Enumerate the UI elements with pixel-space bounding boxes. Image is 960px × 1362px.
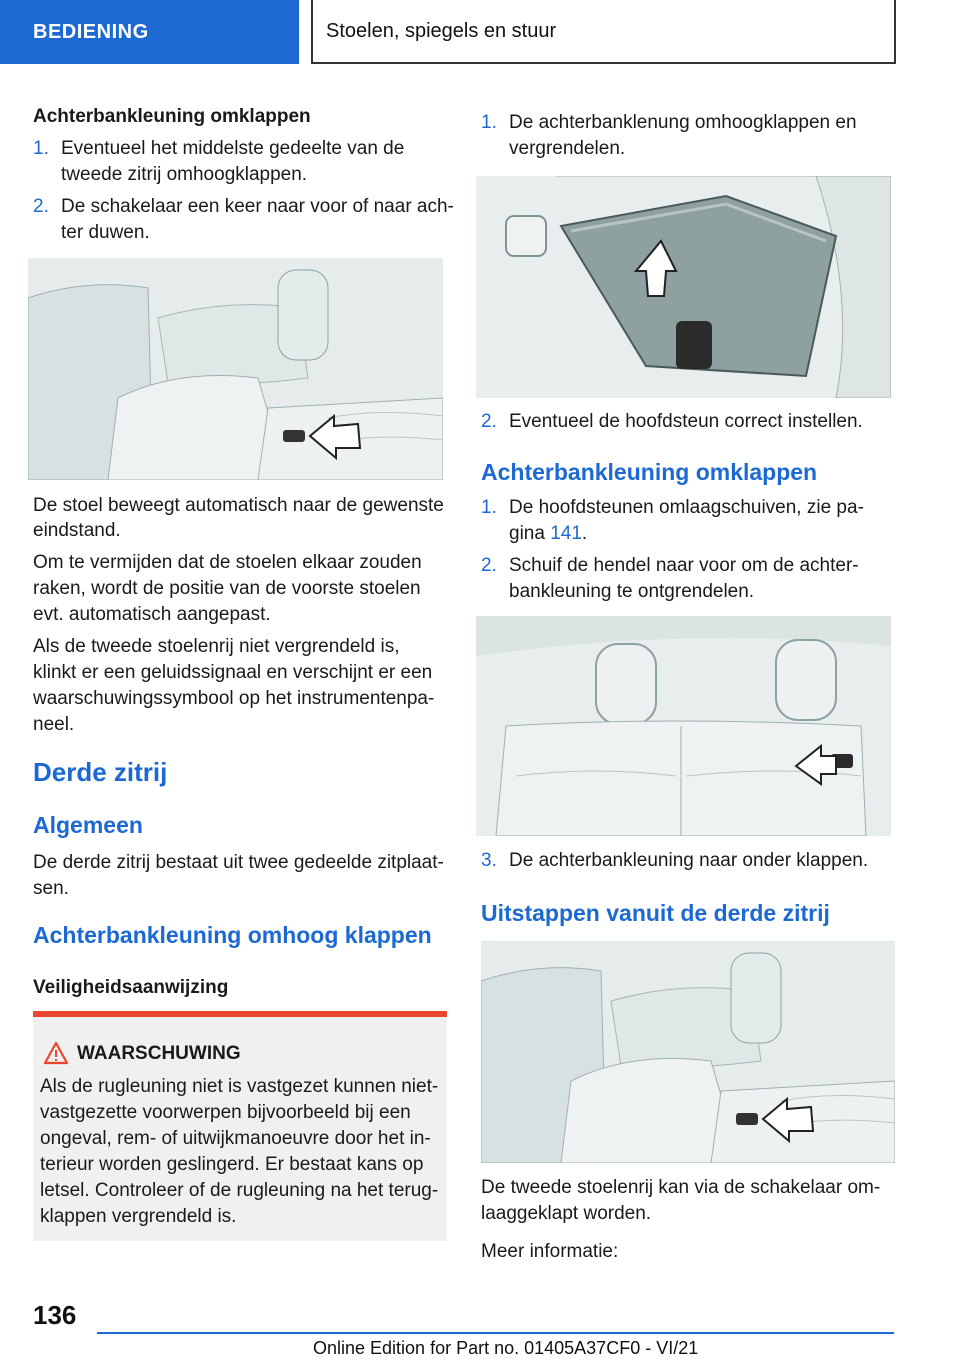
- step-text-line: bankleuning te ontgrendelen.: [509, 581, 755, 602]
- step-number: 2.: [481, 555, 497, 576]
- warning-title: WAARSCHUWING: [77, 1043, 241, 1064]
- warning-box: [33, 1011, 447, 1241]
- warning-line: letsel. Controleer of de rugleuning na het terug-: [40, 1180, 439, 1201]
- para-line: De derde zitrij bestaat uit twee gedeelde zitplaat-: [33, 852, 444, 873]
- step-text-line: Eventueel het middelste gedeelte van de: [61, 138, 405, 159]
- warning-line: ongeval, rem- of uitwijkmanoeuvre door het in-: [40, 1128, 431, 1149]
- heading-safety: Veiligheidsaanwijzing: [33, 977, 229, 998]
- text-suffix: .: [581, 523, 588, 544]
- heading-third-row: Derde zitrij: [33, 757, 168, 787]
- warning-line: terieur worden geslingerd. Er bestaat kans op: [40, 1154, 424, 1175]
- step-text-line: Schuif de hendel naar voor om de achter-: [509, 555, 859, 576]
- heading-backrest-fold: Achterbankleuning omklappen: [33, 106, 311, 127]
- text-prefix: gina: [509, 523, 551, 544]
- section-tab: [0, 0, 299, 64]
- para-line: evt. automatisch aangepast.: [33, 604, 271, 625]
- illustration-third-row: [476, 616, 891, 836]
- step-text-line: De schakelaar een keer naar voor of naar ach-: [61, 196, 454, 217]
- illustration-exit-switch: [481, 941, 895, 1163]
- warning-line: Als de rugleuning niet is vastgezet kunnen niet-: [40, 1076, 439, 1097]
- illustration-backrest-up: [476, 176, 891, 398]
- para-line: laaggeklapt worden.: [481, 1203, 652, 1224]
- warning-line: vastgezette voorwerpen bijvoorbeeld bij een: [40, 1102, 411, 1123]
- illustration-seat-switch: [28, 258, 443, 480]
- page-number: 136: [33, 1300, 77, 1330]
- footer-edition: Online Edition for Part no. 01405A37CF0 - VI/21: [313, 1338, 699, 1358]
- step-number: 3.: [481, 850, 497, 871]
- heading-general: Algemeen: [33, 812, 143, 838]
- warning-line: klappen vergrendeld is.: [40, 1206, 237, 1227]
- step-text-line: Eventueel de hoofdsteun correct instellen.: [509, 411, 863, 432]
- para-line: sen.: [33, 878, 69, 899]
- para-line: De tweede stoelenrij kan via de schakelaar om-: [481, 1177, 881, 1198]
- step-number: 1.: [33, 138, 49, 159]
- para-line: waarschuwingssymbool op het instrumentenpa-: [33, 688, 435, 709]
- heading-exit-third-row: Uitstappen vanuit de derde zitrij: [481, 900, 830, 926]
- chapter-title: Stoelen, spiegels en stuur: [326, 19, 557, 42]
- footer-rule: [97, 1332, 894, 1334]
- step-text-line: [509, 521, 587, 547]
- step-number: 1.: [481, 112, 497, 133]
- page-link[interactable]: 141: [550, 523, 582, 544]
- heading-backrest-fold-2: Achterbankleuning omklappen: [481, 459, 818, 485]
- chapter-title-bar: [311, 0, 896, 64]
- heading-fold-up: Achterbankleuning omhoog klappen: [33, 922, 432, 948]
- step-text-line: De achterbankleuning naar onder klappen.: [509, 850, 869, 871]
- para-line: neel.: [33, 714, 75, 735]
- para-line: eindstand.: [33, 520, 121, 541]
- para-line: De stoel beweegt automatisch naar de gewenste: [33, 495, 444, 516]
- para-line: Als de tweede stoelenrij niet vergrendeld is,: [33, 636, 400, 657]
- section-label: BEDIENING: [33, 20, 149, 43]
- step-text-line: vergrendelen.: [509, 138, 626, 159]
- step-text-line: De achterbanklenung omhoogklappen en: [509, 112, 857, 133]
- step-text-line: ter duwen.: [61, 222, 150, 243]
- para-line: klinkt er een geluidssignaal en verschijnt er een: [33, 662, 433, 683]
- para-line: Meer informatie:: [481, 1241, 619, 1262]
- step-text-line: De hoofdsteunen omlaagschuiven, zie pa-: [509, 497, 864, 518]
- step-number: 2.: [33, 196, 49, 217]
- para-line: raken, wordt de positie van de voorste stoelen: [33, 578, 421, 599]
- step-number: 1.: [481, 497, 497, 518]
- step-number: 2.: [481, 411, 497, 432]
- warning-triangle-icon: [43, 1041, 69, 1065]
- step-text-line: tweede zitrij omhoogklappen.: [61, 164, 308, 185]
- para-line: Om te vermijden dat de stoelen elkaar zouden: [33, 552, 422, 573]
